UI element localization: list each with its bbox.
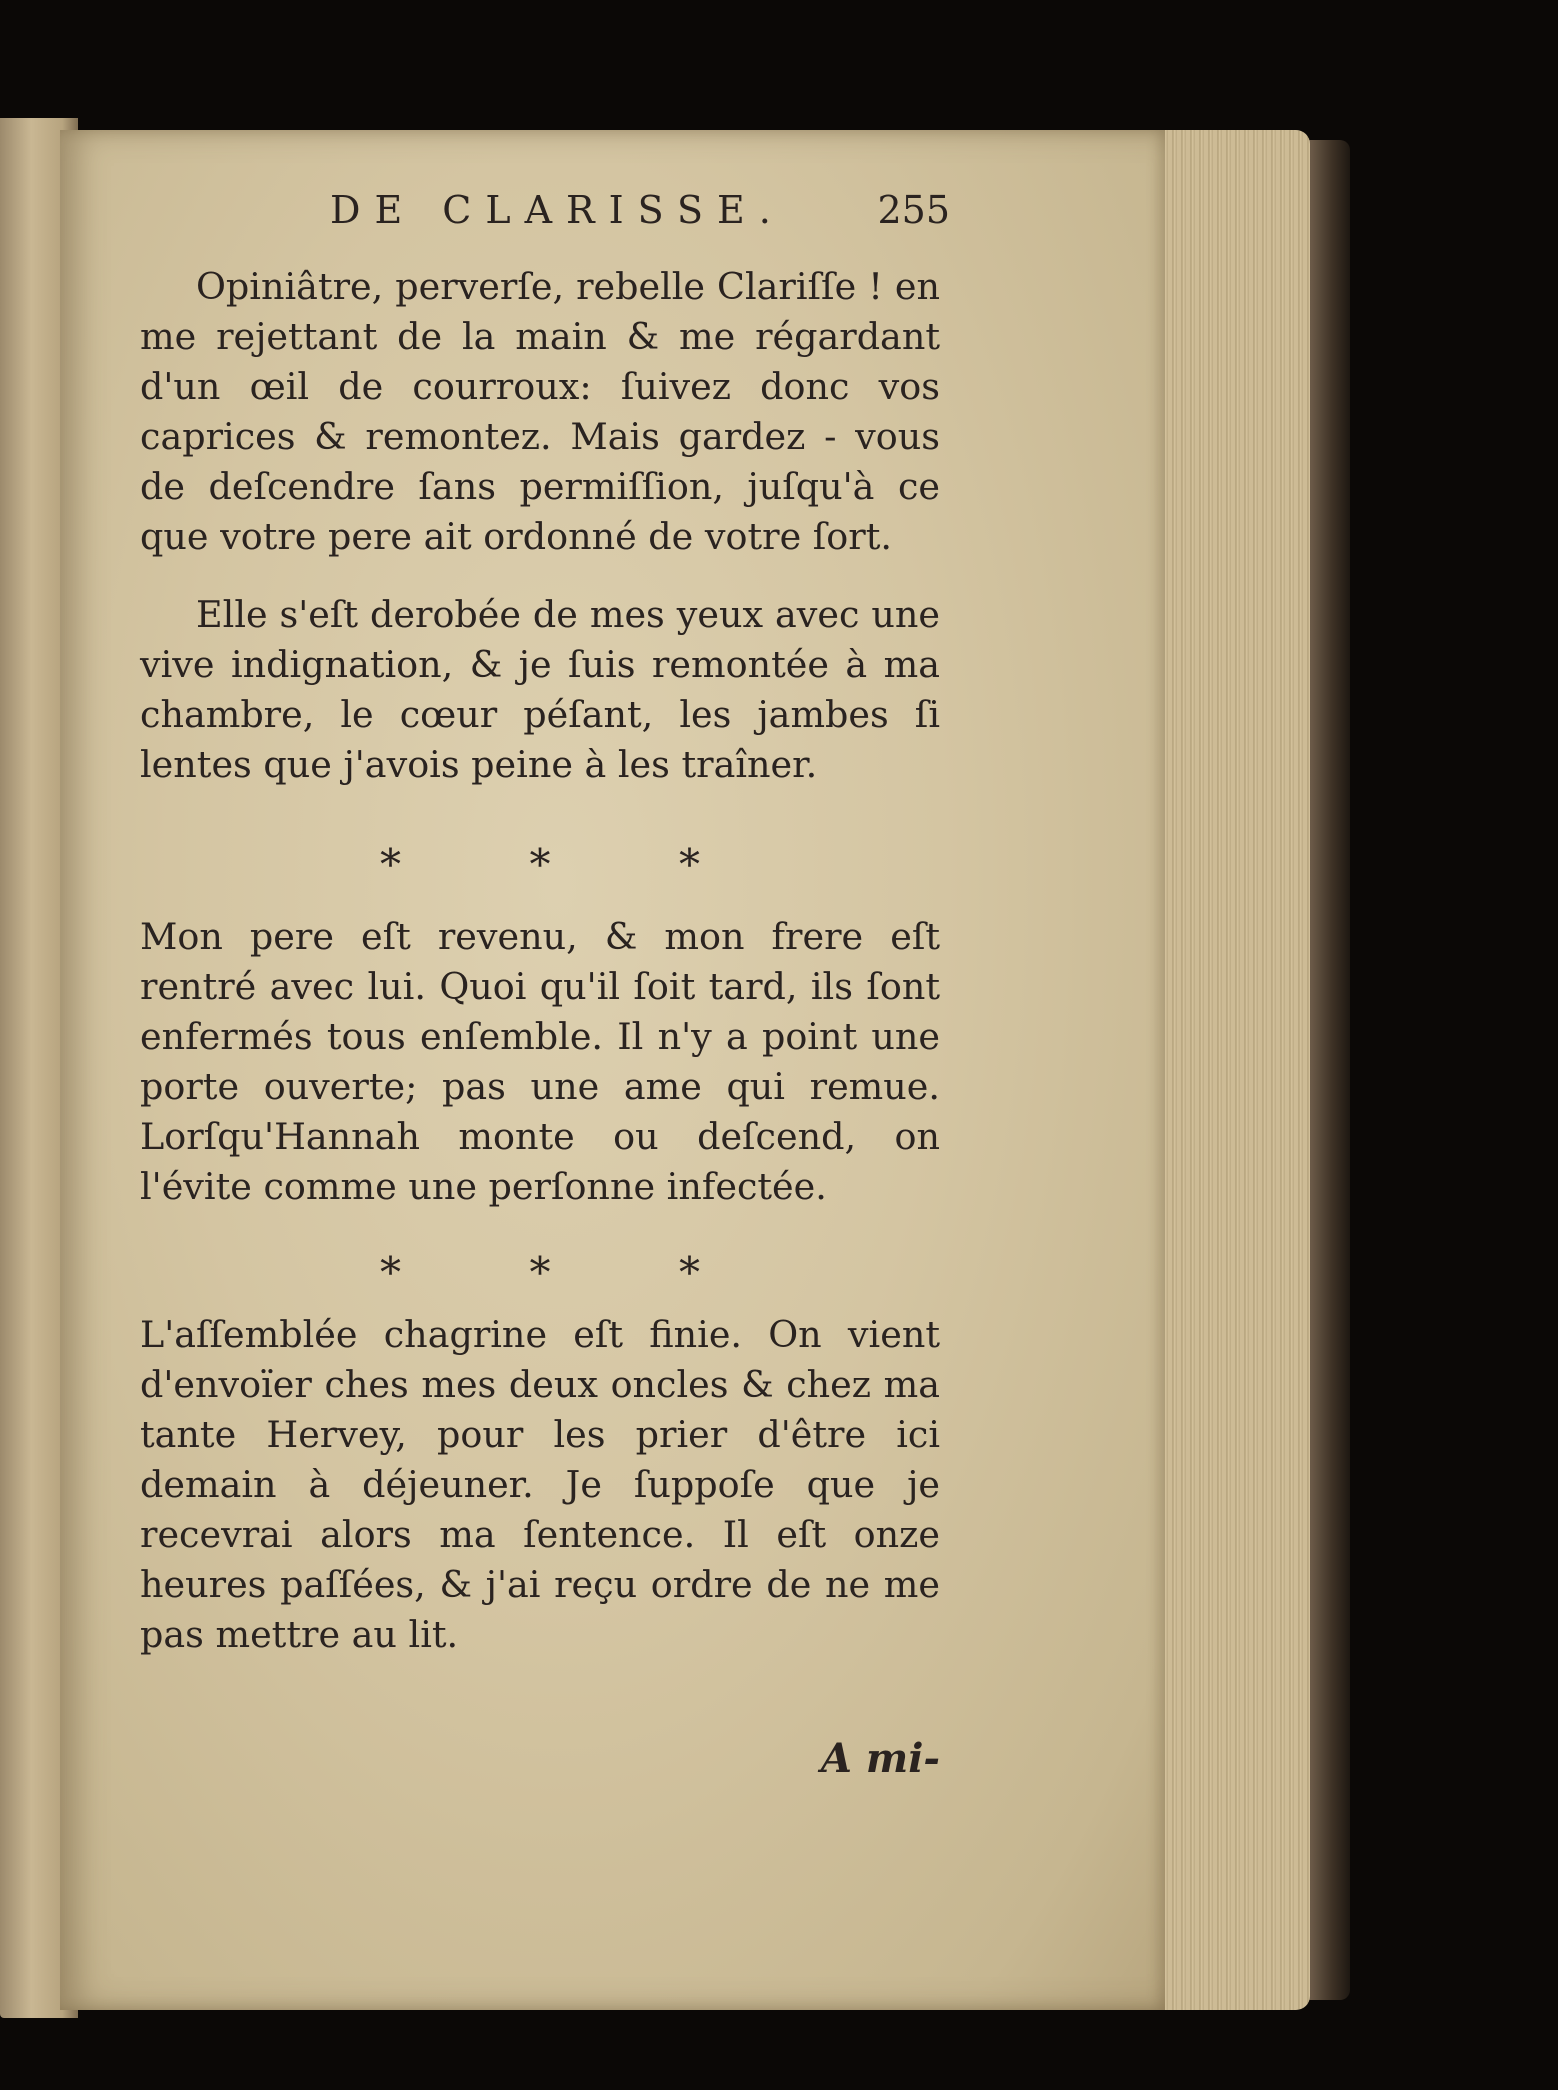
running-title: DE CLARISSE. <box>330 188 785 232</box>
page-fore-edge <box>1150 130 1310 2010</box>
asterisk: * <box>529 1248 551 1297</box>
section-break-2 <box>380 1248 700 1297</box>
running-header <box>330 188 950 248</box>
asterisk: * <box>529 840 551 889</box>
asterisk: * <box>380 1248 401 1297</box>
asterisk: * <box>679 1248 700 1297</box>
catchword: A mi- <box>820 1735 940 1782</box>
paragraph-3: Mon pere eſt revenu, & mon frere eſt rentré avec lui. Quoi qu'il ſoit tard, ils ſont enfermés tous enſemble. Il n'y a point une porte ouverte; pas une ame qui remue. Lorſqu'Hannah monte ou deſcend, on l'évite comme une perſonne infectée. <box>140 915 940 1208</box>
paragraph-2: Elle s'eſt derobée de mes yeux avec une vive indignation, & je ſuis remontée à ma chambre, le cœur péſant, les jambes ſi lentes que j'avois peine à les traîner. <box>140 593 940 786</box>
page-number: 255 <box>877 188 950 232</box>
paragraph-4: L'aſſemblée chagrine eſt finie. On vient d'envoïer ches mes deux oncles & chez ma tante Hervey, pour les prier d'être ici demain à déjeuner. Je ſuppoſe que je recevrai alors ma ſentence. Il eſt onze heures paſſées, & j'ai reçu ordre de ne me pas mettre au lit. <box>140 1313 940 1656</box>
paragraph-1: Opiniâtre, perverſe, rebelle Clariſſe ! en me rejettant de la main & me régardant d'un œil de courroux: ſuivez donc vos caprices & remontez. Mais gardez - vous de deſcendre ſans permiſſion, juſqu'à ce que votre pere ait ordonné de votre ſort. <box>140 265 940 558</box>
asterisk: * <box>380 840 401 889</box>
asterisk: * <box>679 840 700 889</box>
section-break-1 <box>380 840 700 889</box>
